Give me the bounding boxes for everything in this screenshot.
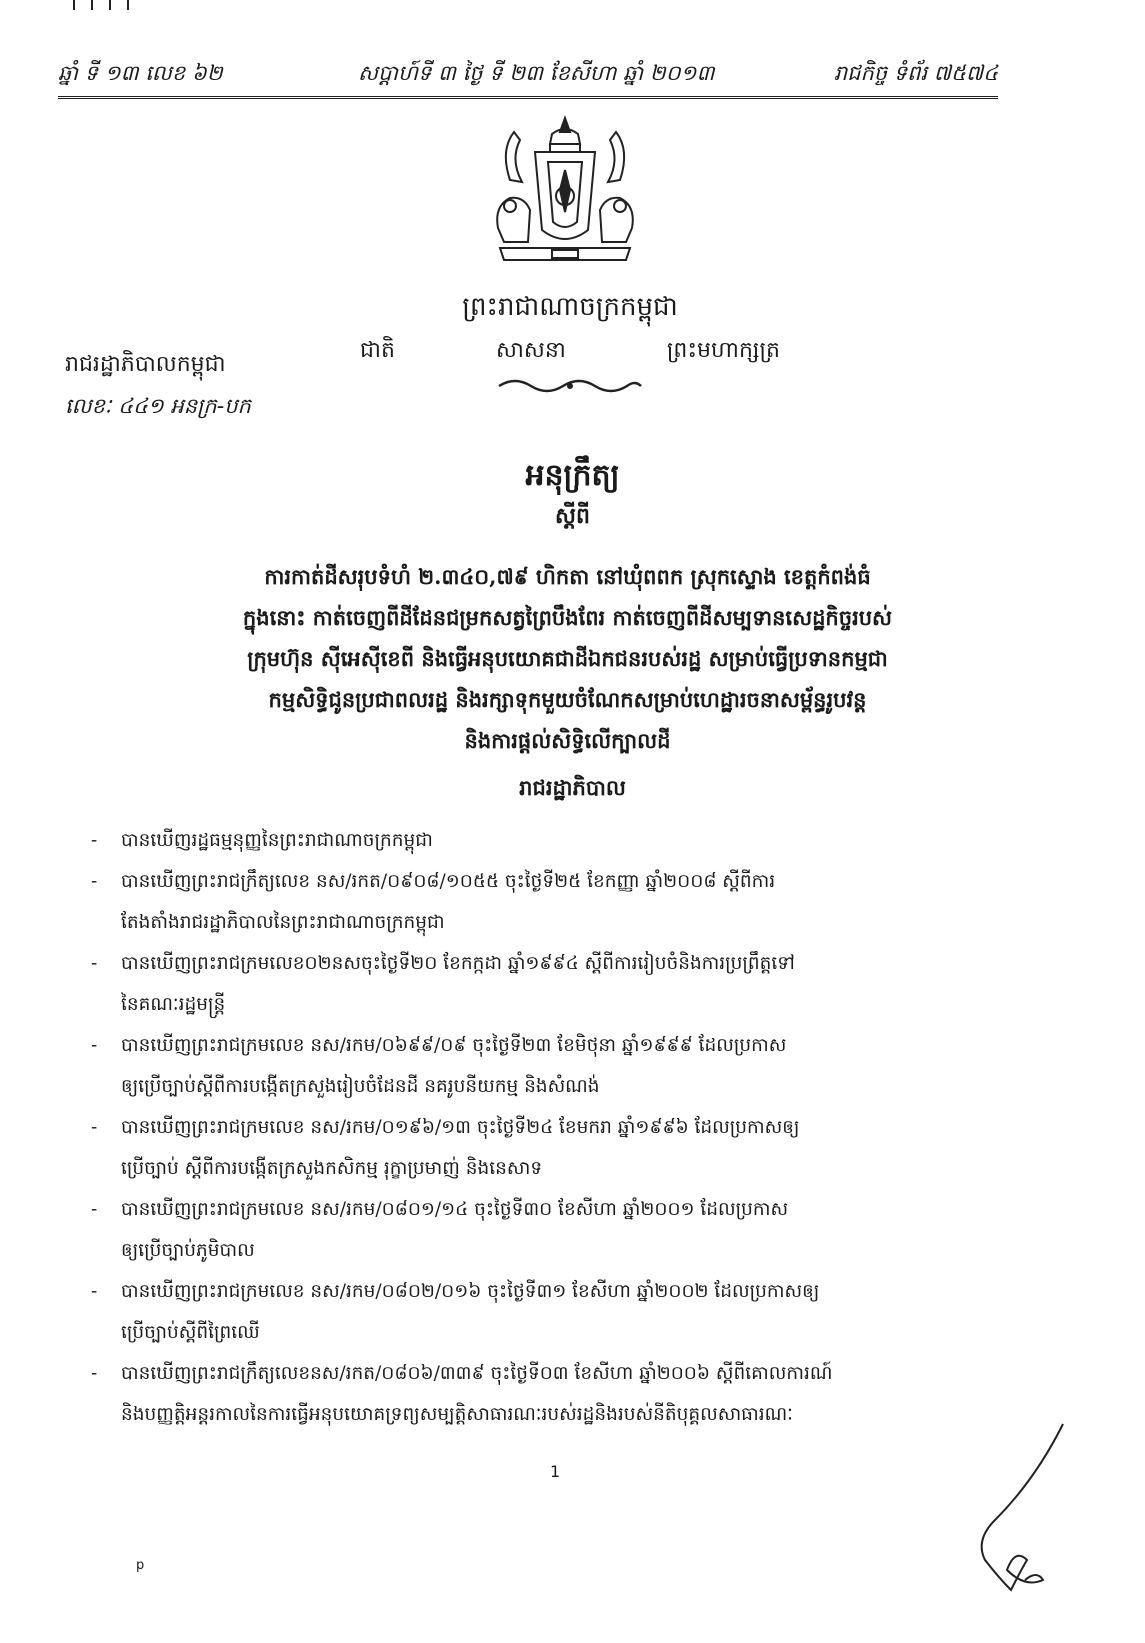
preamble-line: ប្រើច្បាប់ ស្តីពីការបង្កើតក្រសួងកសិកម្ម រុក្ខាប្រមាញ់ និងនេសាទ bbox=[121, 1158, 543, 1179]
preamble-line: នៃគណៈរដ្ឋមន្ត្រី bbox=[121, 994, 226, 1015]
preamble-item bbox=[85, 1271, 1075, 1353]
preamble-item bbox=[85, 861, 1075, 943]
preamble-line: - បានឃើញរដ្ឋធម្មនុញ្ញនៃព្រះរាជាណាចក្រកម្ពុជា bbox=[121, 830, 433, 851]
preamble-item bbox=[85, 1189, 1075, 1271]
decree-subject bbox=[100, 556, 1035, 761]
about-label: ស្តីពី bbox=[555, 503, 590, 529]
page-number: 1 bbox=[550, 1462, 561, 1481]
subject-line: និងការផ្តល់សិទ្ធិលើក្បាលដី bbox=[464, 728, 671, 753]
subject-line: ការកាត់ដីសរុបទំហំ ២.៣៤០,៧៩ ហិកតា នៅឃុំពពក ស្រុកស្ទោង ខេត្តកំពង់ធំ bbox=[264, 564, 871, 589]
preamble-line: ឲ្យប្រើច្បាប់ស្តីពីការបង្កើតក្រសួងរៀបចំដែនដី នគរូបនីយកម្ម និងសំណង់ bbox=[121, 1076, 600, 1097]
preamble-line: និងបញ្ញត្តិអន្តរកាលនៃការធ្វើអនុបយោគទ្រព្យសម្បត្តិសាធារណៈរបស់រដ្ឋនិងរបស់នីតិបុគ្គលសាធារណៈ bbox=[121, 1404, 793, 1425]
preamble-line: តែងតាំងរាជរដ្ឋាភិបាលនៃព្រះរាជាណាចក្រកម្ពុជា bbox=[121, 912, 445, 933]
preamble-line: - បានឃើញព្រះរាជក្រមលេខ នស/រកម/០៨០២/០១៦ ចុះថ្ងៃទី៣១ ខែសីហា ឆ្នាំ២០០២ ដែលប្រកាសឲ្យ bbox=[121, 1281, 820, 1302]
preamble-line: - បានឃើញព្រះរាជក្រមលេខ នស/រកម/០៦៩៩/០៩ ចុះថ្ងៃទី២៣ ខែមិថុនា ឆ្នាំ១៩៩៩ ដែលប្រកាស bbox=[121, 1035, 787, 1056]
footer-mark: p bbox=[136, 1558, 145, 1573]
national-motto bbox=[360, 336, 780, 368]
government-label: រាជរដ្ឋាភិបាលកម្ពុជា bbox=[65, 352, 226, 377]
preamble-line: ឲ្យប្រើច្បាប់ភូមិបាល bbox=[121, 1240, 255, 1261]
preamble-item bbox=[85, 1025, 1075, 1107]
royal-coat-of-arms-icon bbox=[480, 110, 650, 275]
preamble-line: - បានឃើញព្រះរាជក្រឹត្យលេខនស/រកត/០៨០៦/៣៣៩ ចុះថ្ងៃទី០៣ ខែសីហា ឆ្នាំ២០០៦ ស្តីពីគោលការណ៍ bbox=[121, 1363, 833, 1384]
preamble-item bbox=[85, 1353, 1075, 1435]
gazette-page: រាជកិច្ច ទំព័រ ៧៥៧៤ bbox=[833, 61, 998, 85]
reference-number: លេខៈ ៤៤១ អនក្រ-បក bbox=[65, 394, 251, 418]
motto-king: ព្រះមហាក្សត្រ bbox=[666, 338, 780, 363]
subject-line: កម្មសិទ្ធិជូនប្រជាពលរដ្ឋ និងរក្សាទុកមួយចំណែកសម្រាប់ហេដ្ឋារចនាសម្ព័ន្ធរូបវន្ត bbox=[268, 687, 867, 712]
year-issue: ឆ្នាំ ទី ១៣ លេខ ៦២ bbox=[58, 61, 223, 85]
preamble-line: - បានឃើញព្រះរាជក្រមលេខ នស/រកម/០៨០១/១៤ ចុះថ្ងៃទី៣០ ខែសីហា ឆ្នាំ២០០១ ដែលប្រកាស bbox=[121, 1199, 789, 1220]
preamble-line: - បានឃើញព្រះរាជក្រមលេខ០២នសចុះថ្ងៃទី២០ ខែកក្កដា ឆ្នាំ១៩៩៤ ស្តីពីការរៀបចំនិងការប្រព្រឹត្តទៅ bbox=[121, 953, 795, 974]
motto-nation: ជាតិ bbox=[360, 338, 395, 363]
document-type: អនុក្រឹត្យ bbox=[525, 458, 620, 493]
preamble-line: - បានឃើញព្រះរាជក្រឹត្យលេខ នស/រកត/០៩០៨/១០៥៥ ចុះថ្ងៃទី២៥ ខែកញ្ញា ឆ្នាំ២០០៨ ស្តីពីការ bbox=[121, 871, 776, 892]
initials-signature-icon bbox=[955, 1420, 1075, 1600]
gazette-date: សប្តាហ៍ទី ៣ ថ្ងៃ ទី ២៣ ខែសីហា ឆ្នាំ ២០១៣ bbox=[358, 61, 715, 85]
subject-line: ក្រុមហ៊ុន ស៊ីអេស៊ីខេពី និងធ្វើអនុបយោគជាដីឯកជនរបស់រដ្ឋ សម្រាប់ធ្វើប្រទានកម្មជា bbox=[247, 646, 888, 671]
preamble-line: - បានឃើញព្រះរាជក្រមលេខ នស/រកម/០១៩៦/១៣ ចុះថ្ងៃទី២៤ ខែមករា ឆ្នាំ១៩៩៦ ដែលប្រកាសឲ្យ bbox=[121, 1117, 800, 1138]
preamble-item bbox=[85, 820, 1075, 861]
subject-line: ក្នុងនោះ កាត់ចេញពីដីដែនជម្រកសត្វព្រៃបឹងពែរ កាត់ចេញពីដីសម្បទានសេដ្ឋកិច្ចរបស់ bbox=[242, 605, 893, 630]
issuer-heading: រាជរដ្ឋាភិបាល bbox=[519, 775, 626, 800]
ornament-divider-icon bbox=[495, 374, 645, 396]
motto-religion: សាសនា bbox=[495, 338, 566, 363]
preamble-line: ប្រើច្បាប់ស្តីពីព្រៃឈើ bbox=[121, 1322, 260, 1343]
running-header bbox=[58, 60, 998, 99]
preamble-list bbox=[85, 820, 1075, 1435]
preamble-item bbox=[85, 1107, 1075, 1189]
kingdom-title: ព្រះរាជាណាចក្រកម្ពុជា bbox=[462, 292, 678, 322]
scan-edge-marks bbox=[70, 0, 140, 12]
preamble-item bbox=[85, 943, 1075, 1025]
